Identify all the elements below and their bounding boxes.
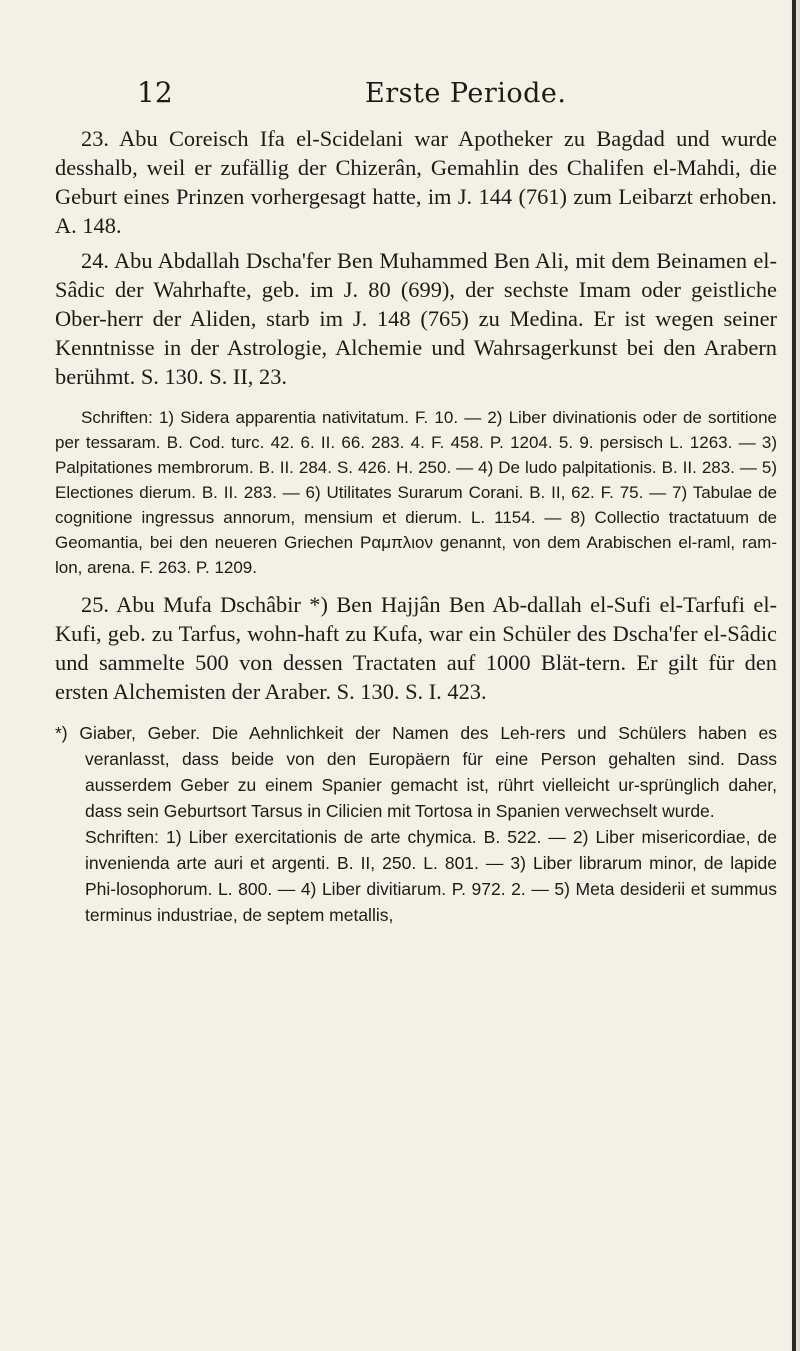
footnote-paragraph: *) Giaber, Geber. Die Aehnlichkeit der Namen des Leh-rers und Schülers haben es veranlasst, dass beide von den Europäern für eine Person gehalten sind. Dass ausserdem Geber zu einem Spanier gemacht ist, rührt vielleicht ur-sprünglich daher, dass sein Geburtsort Tarsus in Cilicien mit Tortosa in Spanien verwechselt wurde. (55, 723, 777, 821)
footnote (55, 720, 777, 928)
running-title: Erste Periode. (365, 78, 567, 109)
entry-23: 23. Abu Coreisch Ifa el-Scidelani war Apotheker zu Bagdad und wurde desshalb, weil er zufällig der Chizerân, Gemahlin des Chalifen el-Mahdi, die Geburt eines Prinzen vorhergesagt hatte, im J. 144 (761) zum Leibarzt erhoben. A. 148. (55, 126, 777, 238)
footnote-writings: Schriften: 1) Liber exercitationis de arte chymica. B. 522. — 2) Liber misericordiae, de invenienda arte auri et argenti. B. II, 250. L. 801. — 3) Liber librarum minor, de lapide Phi-losophorum. L. 800. — 4) Liber divitiarum. P. 972. 2. — 5) Meta desiderii et summus terminus industriae, de septem metallis, (85, 827, 777, 925)
book-spine (792, 0, 796, 1351)
page-body (55, 124, 777, 928)
page-number: 12 (137, 76, 173, 109)
entry-24-writings: Schriften: 1) Sidera apparentia nativitatum. F. 10. — 2) Liber divinationis oder de sortitione per tessaram. B. Cod. turc. 42. 6. II. 66. 283. 4. F. 458. P. 1204. 5. 9. persisch L. 1263. — 3) Palpitationes membrorum. B. II. 284. S. 426. H. 250. — 4) De ludo palpitationis. B. II. 283. — 5) Electiones dierum. B. II. 283. — 6) Utilitates Surarum Corani. B. II, 62. F. 75. — 7) Tabulae de cognitione ingressus annorum, mensium et dierum. L. 1154. — 8) Collectio tractatuum de Geomantia, bei den neueren Griechen Ραμπλιον genannt, von dem Arabischen el-raml, ram-lon, arena. F. 263. P. 1209. (55, 408, 777, 577)
page-header (0, 76, 780, 116)
entry-24: 24. Abu Abdallah Dscha'fer Ben Muhammed Ben Ali, mit dem Beinamen el-Sâdic der Wahrhafte, geb. im J. 80 (699), der sechste Imam oder geistliche Ober-herr der Aliden, starb im J. 148 (765) zu Medina. Er ist wegen seiner Kenntnisse in der Astrologie, Alchemie und Wahrsagerkunst bei den Arabern berühmt. S. 130. S. II, 23. (55, 248, 777, 389)
entry-25: 25. Abu Mufa Dschâbir *) Ben Hajjân Ben Ab-dallah el-Sufi el-Tarfufi el-Kufi, geb. zu Tarfus, wohn-haft zu Kufa, war ein Schüler des Dscha'fer el-Sâdic und sammelte 500 von dessen Tractaten auf 1000 Blät-tern. Er gilt für den ersten Alchemisten der Araber. S. 130. S. I. 423. (55, 592, 777, 704)
